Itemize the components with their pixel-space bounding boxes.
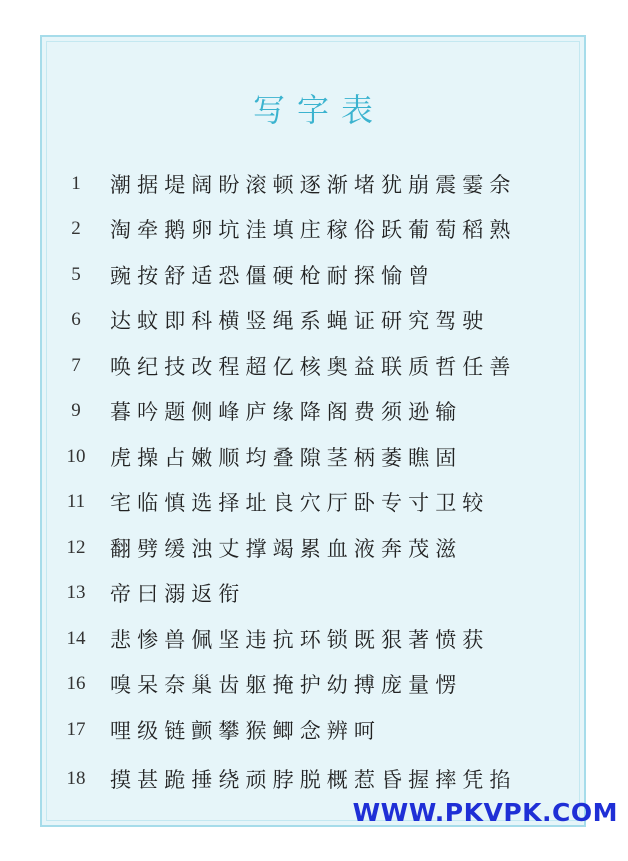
table-row <box>42 207 584 253</box>
lesson-characters: 唤纪技改程超亿核奥益联质哲任善 <box>110 354 517 379</box>
table-row <box>42 343 584 389</box>
table-row <box>42 298 584 344</box>
table-row <box>42 757 584 803</box>
lesson-characters: 宅临慎选择址良穴厅卧专寸卫较 <box>110 491 490 516</box>
lesson-characters: 暮吟题侧峰庐缘降阁费须逊输 <box>110 400 463 425</box>
watermark: WWW.PKVPK.COM <box>352 798 618 827</box>
lesson-characters: 虎操占嫩顺均叠隙茎柄萎瞧固 <box>110 445 463 470</box>
table-row <box>42 525 584 571</box>
lesson-characters: 达蚊即科横竖绳系蝇证研究驾驶 <box>110 309 490 334</box>
lesson-number: 2 <box>71 218 81 240</box>
lesson-number: 1 <box>71 172 81 194</box>
lesson-characters: 嗅呆奈巢齿躯掩护幼搏庞量愣 <box>110 673 463 698</box>
table-row <box>42 480 584 526</box>
table-row <box>42 389 584 435</box>
lesson-number: 16 <box>66 673 86 695</box>
table-row <box>42 252 584 298</box>
table-row <box>42 616 584 662</box>
page-title: 写字表 <box>252 91 385 129</box>
lesson-number: 14 <box>66 627 86 649</box>
lesson-characters: 悲惨兽佩坚违抗环锁既狠著愤获 <box>110 627 490 652</box>
lesson-number: 6 <box>71 309 81 331</box>
lesson-number: 13 <box>66 582 86 604</box>
lesson-number: 7 <box>71 354 81 376</box>
lesson-number: 10 <box>66 445 86 467</box>
table-row <box>42 662 584 708</box>
lesson-number: 18 <box>66 768 86 790</box>
table-row <box>42 707 584 753</box>
table-frame <box>40 35 586 827</box>
lesson-characters: 翻劈缓浊丈撑竭累血液奔茂滋 <box>110 536 463 561</box>
lesson-number: 12 <box>66 536 86 558</box>
lesson-number: 17 <box>66 718 86 740</box>
character-table <box>42 161 584 802</box>
lesson-characters: 哩级链颤攀猴鲫念辨呵 <box>110 718 381 743</box>
table-row <box>42 434 584 480</box>
lesson-number: 9 <box>71 400 81 422</box>
lesson-characters: 潮据堤阔盼滚顿逐渐堵犹崩震霎余 <box>110 172 517 197</box>
lesson-number: 5 <box>71 263 81 285</box>
table-row <box>42 571 584 617</box>
lesson-characters: 帝曰溺返衔 <box>110 582 246 607</box>
lesson-characters: 豌按舒适恐僵硬枪耐探愉曾 <box>110 263 436 288</box>
lesson-number: 11 <box>66 491 86 513</box>
table-row <box>42 161 584 207</box>
lesson-characters: 淘牵鹅卵坑洼填庄稼俗跃葡萄稻熟 <box>110 218 517 243</box>
lesson-characters: 摸甚跪捶绕顽脖脱概惹昏握摔凭掐 <box>110 768 517 793</box>
